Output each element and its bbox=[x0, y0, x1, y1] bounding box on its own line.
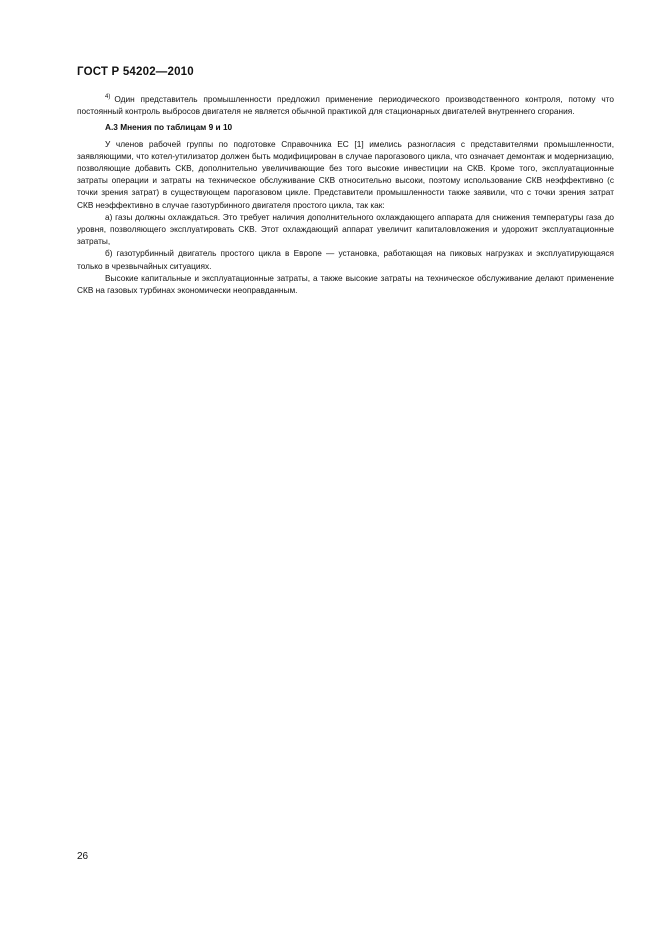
paragraph: У членов рабочей группы по подготовке Справочника ЕС [1] имелись разногласия с представителями промышленности, заявляющими, что котел-утилизатор должен быть модифицирован в случае парогазового цикла, что означает демонтаж и модернизацию, позволяющие добавить СКВ, дополнительно увеличивающие без того высокие инвестиции на СКВ. Кроме того, эксплуатационные затраты операции и затраты на техническое обслуживание СКВ относительно высоки, поэтому использование СКВ неэффективно (с точки зрения затрат) в существующем парогазовом цикле. Представители промышленности также заявили, что с точки зрения затрат СКВ неэффективно в случае газотурбинного двигателя простого цикла, так как: bbox=[77, 138, 614, 210]
footnote bbox=[77, 93, 614, 117]
paragraph-conclusion: Высокие капитальные и эксплуатационные затраты, а также высокие затраты на техническое обслуживание делают применение СКВ на газовых турбинах экономически неоправданным. bbox=[77, 272, 614, 296]
footnote-marker: 4) bbox=[105, 94, 111, 101]
document-header: ГОСТ Р 54202—2010 bbox=[77, 66, 194, 78]
page-number: 26 bbox=[77, 851, 89, 862]
document-body bbox=[77, 93, 614, 296]
list-item-b: б) газотурбинный двигатель простого цикла в Европе — установка, работающая на пиковых нагрузках и эксплуатирующаяся только в чрезвычайных ситуациях. bbox=[77, 248, 614, 271]
section-heading: А.3 Мнения по таблицам 9 и 10 bbox=[105, 122, 233, 133]
list-item-a: а) газы должны охлаждаться. Это требует наличия дополнительного охлаждающего аппарата для снижения температуры газа до уровня, позволяющего эксплуатировать СКВ. Этот охлаждающий аппарат увеличит капиталовложения и удорожит эксплуатационные затраты, bbox=[77, 211, 614, 247]
footnote-text: Один представитель промышленности предложил применение периодического производственного контроля, потому что постоянный контроль выбросов двигателя не является обычной практикой для стационарных двигателей внутреннего сгорания. bbox=[77, 94, 614, 117]
